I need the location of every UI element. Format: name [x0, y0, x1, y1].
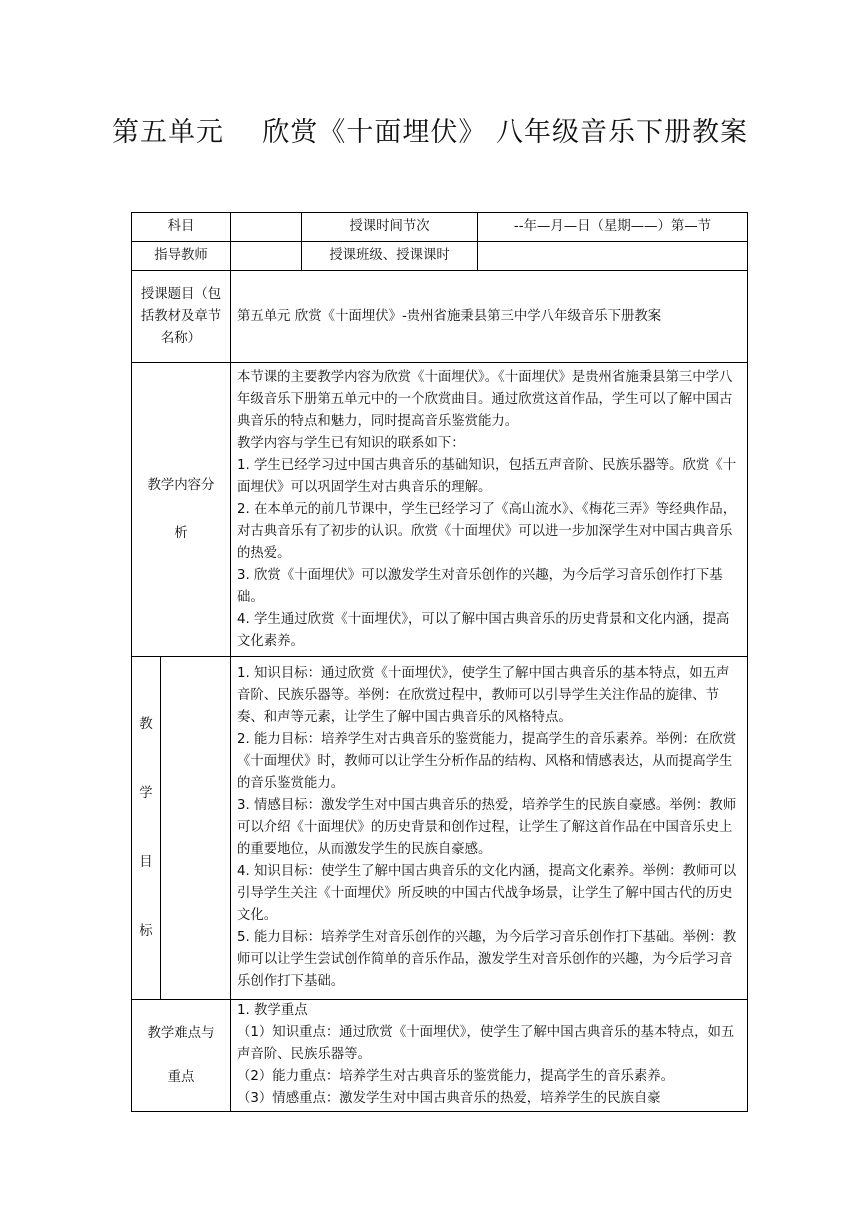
content-analysis-label-top: 教学内容分 — [147, 477, 215, 493]
subject-value — [231, 213, 302, 242]
objectives-label — [132, 657, 161, 999]
topic-label: 授课题目（包括教材及章节名称） — [132, 271, 231, 363]
keypoint-paragraph: （2）能力重点：培养学生对古典音乐的鉴赏能力，提高学生的音乐素养。 — [237, 1069, 675, 1084]
objectives-label-char: 标 — [139, 924, 153, 939]
objectives-label-char: 教 — [139, 717, 153, 732]
table-row — [132, 657, 748, 1000]
content-paragraph: 4. 学生通过欣赏《十面埋伏》，可以了解中国古典音乐的历史背景和文化内涵，提高文化素养。 — [237, 611, 730, 649]
objective-paragraph: 2. 能力目标：培养学生对古典音乐的鉴赏能力，提高学生的音乐素养。举例：在欣赏《十面埋伏》时，教师可以让学生分析作品的结构、风格和情感表达，从而提高学生的音乐鉴赏能力。 — [237, 732, 737, 791]
content-paragraph: 教学内容与学生已有知识的联系如下： — [237, 435, 465, 451]
content-analysis-label-bottom: 析 — [174, 525, 188, 541]
table-row — [132, 1000, 748, 1112]
objective-paragraph: 1. 知识目标：通过欣赏《十面埋伏》，使学生了解中国古典音乐的基本特点，如五声音阶、民族乐器等。举例：在欣赏过程中，教师可以引导学生关注作品的旋律、节奏、和声等元素，让学生了解中国古典音乐的风格特点。 — [237, 666, 730, 725]
class-period-value — [478, 242, 748, 271]
keypoint-paragraph: 1. 教学重点 — [237, 1003, 308, 1018]
content-paragraph: 2. 在本单元的前几节课中，学生已经学习了《高山流水》、《梅花三弄》等经典作品，对古典音乐有了初步的认识。欣赏《十面埋伏》可以进一步加深学生对中国古典音乐的热爱。 — [237, 501, 737, 561]
objectives-body — [231, 657, 748, 1000]
content-analysis-label — [132, 363, 231, 657]
content-paragraph: 1. 学生已经学习过中国古典音乐的基础知识，包括五声音阶、民族乐器等。欣赏《十面埋伏》可以巩固学生对古典音乐的理解。 — [237, 457, 737, 495]
keypoint-paragraph: （1）知识重点：通过欣赏《十面埋伏》，使学生了解中国古典音乐的基本特点，如五声音阶、民族乐器等。 — [237, 1025, 735, 1062]
objectives-label-cell — [132, 657, 231, 1000]
content-paragraph: 本节课的主要教学内容为欣赏《十面埋伏》。《十面埋伏》是贵州省施秉县第三中学八年级音乐下册第五单元中的一个欣赏曲目。通过欣赏这首作品，学生可以了解中国古典音乐的特点和魅力，同时提高音乐鉴赏能力。 — [237, 369, 733, 429]
lesson-plan-table — [131, 212, 748, 1112]
keypoints-body — [231, 1000, 748, 1112]
table-row — [132, 363, 748, 657]
class-time-label: 授课时间节次 — [302, 213, 478, 242]
objective-paragraph: 5. 能力目标：培养学生对音乐创作的兴趣，为今后学习音乐创作打下基础。举例：教师可以让学生尝试创作简单的音乐作品，激发学生对音乐创作的兴趣，为今后学习音乐创作打下基础。 — [237, 930, 737, 989]
table-row — [132, 213, 748, 242]
table-row — [132, 271, 748, 363]
class-time-value: --年—月—日（星期——）第—节 — [478, 213, 748, 242]
teacher-value — [231, 242, 302, 271]
teacher-label: 指导教师 — [132, 242, 231, 271]
objectives-label-char: 学 — [139, 786, 153, 801]
content-paragraph: 3. 欣赏《十面埋伏》可以激发学生对音乐创作的兴趣，为今后学习音乐创作打下基础。 — [237, 567, 723, 605]
content-analysis-body — [231, 363, 748, 657]
keypoints-label-top: 教学难点与 — [147, 1025, 215, 1041]
document-title: 第五单元 欣赏《十面埋伏》 八年级音乐下册教案 — [112, 117, 748, 148]
keypoints-label-bottom: 重点 — [167, 1069, 195, 1085]
subject-label: 科目 — [132, 213, 231, 242]
table-row — [132, 242, 748, 271]
topic-value: 第五单元 欣赏《十面埋伏》-贵州省施秉县第三中学八年级音乐下册教案 — [231, 271, 748, 363]
keypoints-label — [132, 1000, 231, 1112]
objective-paragraph: 4. 知识目标：使学生了解中国古典音乐的文化内涵，提高文化素养。举例：教师可以引导学生关注《十面埋伏》所反映的中国古代战争场景，让学生了解中国古代的历史文化。 — [237, 864, 737, 923]
class-period-label: 授课班级、授课课时 — [302, 242, 478, 271]
objective-paragraph: 3. 情感目标：激发学生对中国古典音乐的热爱，培养学生的民族自豪感。举例：教师可以介绍《十面埋伏》的历史背景和创作过程，让学生了解这首作品在中国音乐史上的重要地位，从而激发学生的民族自豪感。 — [237, 798, 737, 857]
objectives-label-char: 目 — [139, 855, 153, 870]
keypoint-paragraph: （3）情感重点：激发学生对中国古典音乐的热爱，培养学生的民族自豪 — [237, 1091, 661, 1106]
